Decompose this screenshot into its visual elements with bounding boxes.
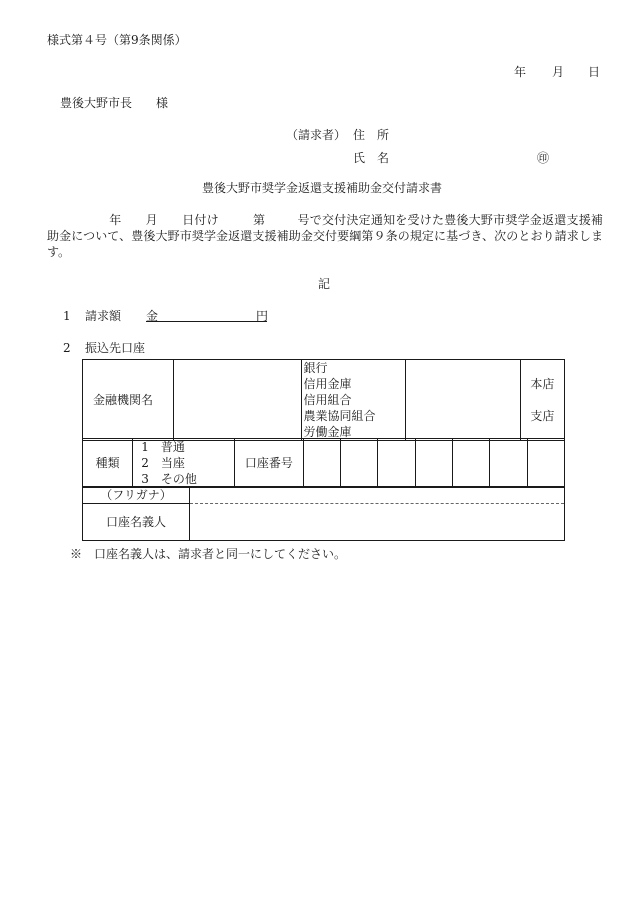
bank-account-table xyxy=(82,438,565,488)
account-digit-2[interactable] xyxy=(341,439,378,488)
body-text: 号で交付決定通知を受けた豊後大野市奨学金返還支援補助金について、豊後大野市奨学金返還支援補助金交付要綱第９条の規定に基づき、次のとおり請求します。 xyxy=(47,213,603,259)
holder-label: 口座名義人 xyxy=(83,504,190,541)
amount-unit: 円 xyxy=(256,309,269,323)
branch-name-field[interactable] xyxy=(406,360,521,441)
branch-sub: 支店 xyxy=(530,409,555,423)
body-no-prefix: 第 xyxy=(252,213,266,227)
item1-label: 請求額 xyxy=(85,309,122,323)
account-digit-6[interactable] xyxy=(490,439,527,488)
date-day: 日 xyxy=(588,65,601,79)
body-day: 日付け xyxy=(181,213,219,227)
kind-other[interactable]: 3 その他 xyxy=(141,472,197,486)
type-shinkin: 信用金庫 xyxy=(303,377,352,391)
institution-label: 金融機関名 xyxy=(83,360,174,441)
kind-checking[interactable]: 2 当座 xyxy=(141,456,185,470)
branch-types xyxy=(520,360,564,441)
furigana-field[interactable] xyxy=(190,487,565,504)
account-digit-7[interactable] xyxy=(527,439,564,488)
bank-institution-table xyxy=(82,359,565,441)
item2-label: 振込先口座 xyxy=(85,341,146,355)
branch-main: 本店 xyxy=(530,377,555,391)
kind-ordinary[interactable]: 1 普通 xyxy=(141,440,185,454)
type-rokin: 労働金庫 xyxy=(303,425,352,439)
account-digit-1[interactable] xyxy=(303,439,340,488)
body-month: 月 xyxy=(145,213,158,227)
institution-name-field[interactable] xyxy=(174,360,301,441)
address-label: 住 所 xyxy=(353,128,390,142)
account-digit-4[interactable] xyxy=(415,439,452,488)
account-number-label: 口座番号 xyxy=(234,439,303,488)
item2-number: 2 xyxy=(63,341,71,355)
requester-label: （請求者） xyxy=(286,128,347,142)
addressee: 豊後大野市長 様 xyxy=(60,96,169,110)
body-year: 年 xyxy=(109,213,122,227)
holder-field[interactable] xyxy=(190,504,565,541)
date-year: 年 xyxy=(514,65,527,79)
item1-number: 1 xyxy=(63,309,71,323)
account-digit-5[interactable] xyxy=(453,439,490,488)
seal-mark: ㊞ xyxy=(537,151,550,165)
body-paragraph xyxy=(47,212,603,260)
type-bank: 銀行 xyxy=(303,361,328,375)
footnote: ※ 口座名義人は、請求者と同一にしてください。 xyxy=(70,547,347,561)
bank-holder-table xyxy=(82,486,565,541)
type-shinkumi: 信用組合 xyxy=(303,393,352,407)
document-title: 豊後大野市奨学金返還支援補助金交付請求書 xyxy=(202,181,443,195)
account-digit-3[interactable] xyxy=(378,439,415,488)
date-month: 月 xyxy=(552,65,565,79)
amount-field[interactable] xyxy=(146,321,267,322)
amount-prefix: 金 xyxy=(146,309,159,323)
furigana-label: （フリガナ） xyxy=(83,487,190,504)
ki-mark: 記 xyxy=(318,277,331,291)
name-label: 氏 名 xyxy=(353,151,390,165)
type-ja: 農業協同組合 xyxy=(303,409,376,423)
kind-options xyxy=(133,439,235,488)
form-label: 様式第４号（第9条関係） xyxy=(47,33,187,47)
institution-types xyxy=(301,360,405,441)
kind-label: 種類 xyxy=(83,439,133,488)
